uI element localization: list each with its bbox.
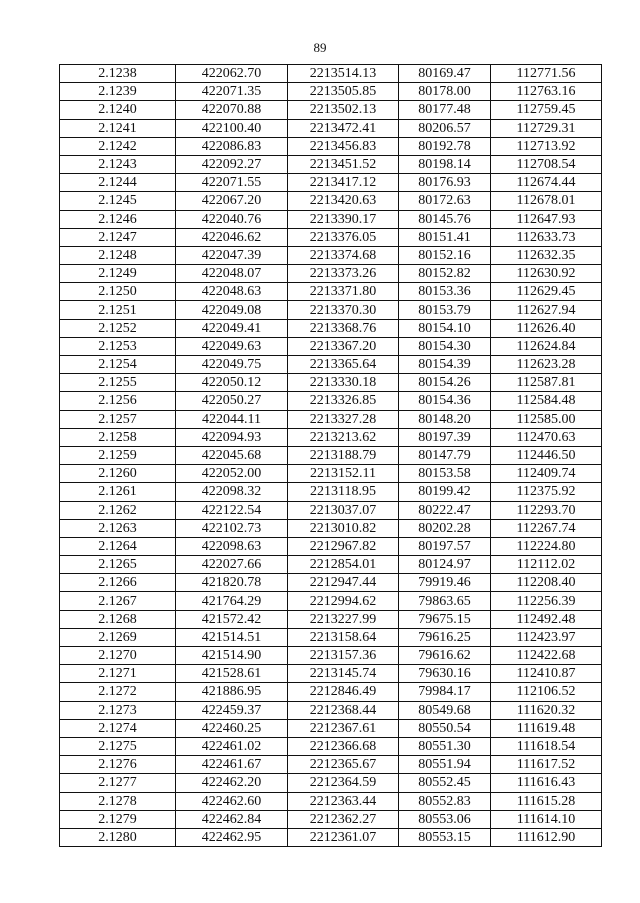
local-y-cell: 112759.45 xyxy=(491,101,602,119)
table-row xyxy=(60,556,602,574)
coord-y-cell: 2213374.68 xyxy=(288,246,399,264)
local-x-cell: 80169.47 xyxy=(399,65,491,83)
point-id-cell: 2.1276 xyxy=(60,756,176,774)
table-row xyxy=(60,501,602,519)
coord-y-cell: 2213420.63 xyxy=(288,192,399,210)
coord-x-cell: 422040.76 xyxy=(176,210,288,228)
local-y-cell: 111619.48 xyxy=(491,719,602,737)
coord-x-cell: 421514.51 xyxy=(176,628,288,646)
point-id-cell: 2.1280 xyxy=(60,828,176,846)
local-y-cell: 112293.70 xyxy=(491,501,602,519)
coord-y-cell: 2213145.74 xyxy=(288,665,399,683)
local-y-cell: 112627.94 xyxy=(491,301,602,319)
page-number: 89 xyxy=(313,40,327,55)
point-id-cell: 2.1263 xyxy=(60,519,176,537)
table-row xyxy=(60,337,602,355)
table-row xyxy=(60,155,602,173)
point-id-cell: 2.1254 xyxy=(60,356,176,374)
coord-x-cell: 422092.27 xyxy=(176,155,288,173)
table-row xyxy=(60,537,602,555)
local-x-cell: 80552.83 xyxy=(399,792,491,810)
local-x-cell: 80206.57 xyxy=(399,119,491,137)
local-y-cell: 112492.48 xyxy=(491,610,602,628)
table-row xyxy=(60,65,602,83)
local-x-cell: 80153.36 xyxy=(399,283,491,301)
local-y-cell: 111620.32 xyxy=(491,701,602,719)
coord-x-cell: 421572.42 xyxy=(176,610,288,628)
table-row xyxy=(60,210,602,228)
coord-y-cell: 2213502.13 xyxy=(288,101,399,119)
point-id-cell: 2.1240 xyxy=(60,101,176,119)
table-row xyxy=(60,828,602,846)
point-id-cell: 2.1259 xyxy=(60,446,176,464)
coord-y-cell: 2213010.82 xyxy=(288,519,399,537)
coord-y-cell: 2212846.49 xyxy=(288,683,399,701)
local-x-cell: 80551.94 xyxy=(399,756,491,774)
coord-y-cell: 2212366.68 xyxy=(288,737,399,755)
local-y-cell: 111618.54 xyxy=(491,737,602,755)
table-row xyxy=(60,574,602,592)
table-row xyxy=(60,428,602,446)
point-id-cell: 2.1267 xyxy=(60,592,176,610)
point-id-cell: 2.1273 xyxy=(60,701,176,719)
local-x-cell: 79919.46 xyxy=(399,574,491,592)
local-y-cell: 112626.40 xyxy=(491,319,602,337)
coord-y-cell: 2213365.64 xyxy=(288,356,399,374)
coord-y-cell: 2213376.05 xyxy=(288,228,399,246)
local-y-cell: 112267.74 xyxy=(491,519,602,537)
point-id-cell: 2.1271 xyxy=(60,665,176,683)
local-y-cell: 112224.80 xyxy=(491,537,602,555)
coord-y-cell: 2212854.01 xyxy=(288,556,399,574)
local-x-cell: 80154.10 xyxy=(399,319,491,337)
local-x-cell: 80153.58 xyxy=(399,465,491,483)
coord-x-cell: 422071.35 xyxy=(176,83,288,101)
table-row xyxy=(60,174,602,192)
coord-y-cell: 2213456.83 xyxy=(288,137,399,155)
table-row xyxy=(60,410,602,428)
local-y-cell: 112729.31 xyxy=(491,119,602,137)
coord-x-cell: 422086.83 xyxy=(176,137,288,155)
local-x-cell: 80550.54 xyxy=(399,719,491,737)
point-id-cell: 2.1261 xyxy=(60,483,176,501)
coord-y-cell: 2213451.52 xyxy=(288,155,399,173)
coord-y-cell: 2213158.64 xyxy=(288,628,399,646)
table-row xyxy=(60,356,602,374)
local-x-cell: 80178.00 xyxy=(399,83,491,101)
coord-y-cell: 2213367.20 xyxy=(288,337,399,355)
coord-y-cell: 2213188.79 xyxy=(288,446,399,464)
local-x-cell: 80124.97 xyxy=(399,556,491,574)
local-x-cell: 80192.78 xyxy=(399,137,491,155)
table-row xyxy=(60,137,602,155)
local-y-cell: 112208.40 xyxy=(491,574,602,592)
local-y-cell: 112630.92 xyxy=(491,265,602,283)
local-x-cell: 80153.79 xyxy=(399,301,491,319)
table-row xyxy=(60,483,602,501)
local-x-cell: 79984.17 xyxy=(399,683,491,701)
point-id-cell: 2.1257 xyxy=(60,410,176,428)
point-id-cell: 2.1253 xyxy=(60,337,176,355)
local-x-cell: 80152.16 xyxy=(399,246,491,264)
coord-y-cell: 2212365.67 xyxy=(288,756,399,774)
coord-x-cell: 422046.62 xyxy=(176,228,288,246)
coord-x-cell: 422027.66 xyxy=(176,556,288,574)
local-x-cell: 79616.62 xyxy=(399,647,491,665)
table-row xyxy=(60,465,602,483)
local-x-cell: 80197.39 xyxy=(399,428,491,446)
point-id-cell: 2.1268 xyxy=(60,610,176,628)
local-y-cell: 112410.87 xyxy=(491,665,602,683)
coord-x-cell: 422049.63 xyxy=(176,337,288,355)
point-id-cell: 2.1277 xyxy=(60,774,176,792)
local-y-cell: 112647.93 xyxy=(491,210,602,228)
local-x-cell: 79630.16 xyxy=(399,665,491,683)
local-y-cell: 112633.73 xyxy=(491,228,602,246)
coord-y-cell: 2212967.82 xyxy=(288,537,399,555)
point-id-cell: 2.1266 xyxy=(60,574,176,592)
local-x-cell: 80202.28 xyxy=(399,519,491,537)
local-x-cell: 80551.30 xyxy=(399,737,491,755)
point-id-cell: 2.1250 xyxy=(60,283,176,301)
local-x-cell: 80176.93 xyxy=(399,174,491,192)
table-row xyxy=(60,665,602,683)
local-x-cell: 80154.26 xyxy=(399,374,491,392)
local-y-cell: 112409.74 xyxy=(491,465,602,483)
local-y-cell: 112584.48 xyxy=(491,392,602,410)
coord-x-cell: 422047.39 xyxy=(176,246,288,264)
point-id-cell: 2.1274 xyxy=(60,719,176,737)
point-id-cell: 2.1243 xyxy=(60,155,176,173)
coord-y-cell: 2212362.27 xyxy=(288,810,399,828)
table-row xyxy=(60,592,602,610)
local-x-cell: 80199.42 xyxy=(399,483,491,501)
local-x-cell: 80553.06 xyxy=(399,810,491,828)
coord-x-cell: 421514.90 xyxy=(176,647,288,665)
coord-x-cell: 421820.78 xyxy=(176,574,288,592)
point-id-cell: 2.1258 xyxy=(60,428,176,446)
local-x-cell: 80154.39 xyxy=(399,356,491,374)
coord-x-cell: 422100.40 xyxy=(176,119,288,137)
coord-x-cell: 421528.61 xyxy=(176,665,288,683)
local-y-cell: 111614.10 xyxy=(491,810,602,828)
point-id-cell: 2.1238 xyxy=(60,65,176,83)
local-y-cell: 112623.28 xyxy=(491,356,602,374)
coord-x-cell: 422071.55 xyxy=(176,174,288,192)
local-x-cell: 80222.47 xyxy=(399,501,491,519)
local-x-cell: 80197.57 xyxy=(399,537,491,555)
table-row xyxy=(60,719,602,737)
coord-x-cell: 422462.60 xyxy=(176,792,288,810)
local-y-cell: 112470.63 xyxy=(491,428,602,446)
local-y-cell: 112674.44 xyxy=(491,174,602,192)
coord-y-cell: 2213326.85 xyxy=(288,392,399,410)
point-id-cell: 2.1270 xyxy=(60,647,176,665)
local-y-cell: 112422.68 xyxy=(491,647,602,665)
point-id-cell: 2.1260 xyxy=(60,465,176,483)
local-x-cell: 79616.25 xyxy=(399,628,491,646)
point-id-cell: 2.1269 xyxy=(60,628,176,646)
local-y-cell: 111616.43 xyxy=(491,774,602,792)
point-id-cell: 2.1265 xyxy=(60,556,176,574)
local-x-cell: 80177.48 xyxy=(399,101,491,119)
table-row xyxy=(60,392,602,410)
point-id-cell: 2.1256 xyxy=(60,392,176,410)
local-y-cell: 112256.39 xyxy=(491,592,602,610)
point-id-cell: 2.1279 xyxy=(60,810,176,828)
point-id-cell: 2.1246 xyxy=(60,210,176,228)
coord-y-cell: 2213037.07 xyxy=(288,501,399,519)
local-y-cell: 111617.52 xyxy=(491,756,602,774)
coord-y-cell: 2212367.61 xyxy=(288,719,399,737)
coord-y-cell: 2213157.36 xyxy=(288,647,399,665)
coord-x-cell: 421764.29 xyxy=(176,592,288,610)
point-id-cell: 2.1244 xyxy=(60,174,176,192)
local-y-cell: 112423.97 xyxy=(491,628,602,646)
coord-y-cell: 2212361.07 xyxy=(288,828,399,846)
coord-x-cell: 422062.70 xyxy=(176,65,288,83)
point-id-cell: 2.1278 xyxy=(60,792,176,810)
table-row xyxy=(60,374,602,392)
point-id-cell: 2.1272 xyxy=(60,683,176,701)
local-y-cell: 112708.54 xyxy=(491,155,602,173)
local-x-cell: 80552.45 xyxy=(399,774,491,792)
local-x-cell: 80172.63 xyxy=(399,192,491,210)
table-row xyxy=(60,283,602,301)
local-y-cell: 112763.16 xyxy=(491,83,602,101)
coord-x-cell: 422048.07 xyxy=(176,265,288,283)
coord-x-cell: 422461.67 xyxy=(176,756,288,774)
local-y-cell: 112375.92 xyxy=(491,483,602,501)
table-row xyxy=(60,83,602,101)
coord-y-cell: 2213227.99 xyxy=(288,610,399,628)
coord-x-cell: 422098.32 xyxy=(176,483,288,501)
coord-y-cell: 2213390.17 xyxy=(288,210,399,228)
point-id-cell: 2.1239 xyxy=(60,83,176,101)
coord-y-cell: 2213505.85 xyxy=(288,83,399,101)
table-row xyxy=(60,737,602,755)
table-row xyxy=(60,774,602,792)
coord-x-cell: 422049.08 xyxy=(176,301,288,319)
point-id-cell: 2.1255 xyxy=(60,374,176,392)
table-row xyxy=(60,265,602,283)
local-y-cell: 112585.00 xyxy=(491,410,602,428)
coord-y-cell: 2213118.95 xyxy=(288,483,399,501)
coord-x-cell: 422460.25 xyxy=(176,719,288,737)
table-row xyxy=(60,301,602,319)
local-x-cell: 80147.79 xyxy=(399,446,491,464)
local-y-cell: 112624.84 xyxy=(491,337,602,355)
coord-x-cell: 422122.54 xyxy=(176,501,288,519)
table-row xyxy=(60,246,602,264)
local-y-cell: 112106.52 xyxy=(491,683,602,701)
table-row xyxy=(60,683,602,701)
local-x-cell: 80198.14 xyxy=(399,155,491,173)
coord-x-cell: 422048.63 xyxy=(176,283,288,301)
point-id-cell: 2.1247 xyxy=(60,228,176,246)
coord-x-cell: 422462.95 xyxy=(176,828,288,846)
coord-x-cell: 422462.84 xyxy=(176,810,288,828)
table-row xyxy=(60,756,602,774)
point-id-cell: 2.1245 xyxy=(60,192,176,210)
local-x-cell: 79675.15 xyxy=(399,610,491,628)
local-y-cell: 112632.35 xyxy=(491,246,602,264)
point-id-cell: 2.1249 xyxy=(60,265,176,283)
coord-y-cell: 2213152.11 xyxy=(288,465,399,483)
table-row xyxy=(60,792,602,810)
coord-x-cell: 422049.41 xyxy=(176,319,288,337)
coord-y-cell: 2212363.44 xyxy=(288,792,399,810)
local-x-cell: 80154.30 xyxy=(399,337,491,355)
local-y-cell: 112587.81 xyxy=(491,374,602,392)
local-y-cell: 111612.90 xyxy=(491,828,602,846)
local-y-cell: 112771.56 xyxy=(491,65,602,83)
coord-x-cell: 422044.11 xyxy=(176,410,288,428)
coord-y-cell: 2213472.41 xyxy=(288,119,399,137)
point-id-cell: 2.1242 xyxy=(60,137,176,155)
coord-x-cell: 421886.95 xyxy=(176,683,288,701)
table-row xyxy=(60,119,602,137)
coord-x-cell: 422052.00 xyxy=(176,465,288,483)
coord-y-cell: 2213370.30 xyxy=(288,301,399,319)
coord-x-cell: 422049.75 xyxy=(176,356,288,374)
point-id-cell: 2.1252 xyxy=(60,319,176,337)
local-y-cell: 112446.50 xyxy=(491,446,602,464)
local-y-cell: 111615.28 xyxy=(491,792,602,810)
coordinate-table-body xyxy=(60,65,602,847)
local-y-cell: 112629.45 xyxy=(491,283,602,301)
coord-y-cell: 2213417.12 xyxy=(288,174,399,192)
local-x-cell: 80549.68 xyxy=(399,701,491,719)
coord-x-cell: 422462.20 xyxy=(176,774,288,792)
point-id-cell: 2.1251 xyxy=(60,301,176,319)
coord-x-cell: 422459.37 xyxy=(176,701,288,719)
point-id-cell: 2.1248 xyxy=(60,246,176,264)
table-row xyxy=(60,810,602,828)
coord-y-cell: 2213371.80 xyxy=(288,283,399,301)
point-id-cell: 2.1264 xyxy=(60,537,176,555)
coord-y-cell: 2213327.28 xyxy=(288,410,399,428)
local-x-cell: 80152.82 xyxy=(399,265,491,283)
coord-x-cell: 422050.27 xyxy=(176,392,288,410)
coord-x-cell: 422045.68 xyxy=(176,446,288,464)
table-row xyxy=(60,519,602,537)
local-y-cell: 112713.92 xyxy=(491,137,602,155)
coord-y-cell: 2213368.76 xyxy=(288,319,399,337)
local-x-cell: 80148.20 xyxy=(399,410,491,428)
table-row xyxy=(60,228,602,246)
coord-y-cell: 2213373.26 xyxy=(288,265,399,283)
local-y-cell: 112678.01 xyxy=(491,192,602,210)
table-row xyxy=(60,192,602,210)
table-row xyxy=(60,101,602,119)
local-y-cell: 112112.02 xyxy=(491,556,602,574)
coord-y-cell: 2213330.18 xyxy=(288,374,399,392)
local-x-cell: 80151.41 xyxy=(399,228,491,246)
local-x-cell: 79863.65 xyxy=(399,592,491,610)
table-row xyxy=(60,319,602,337)
table-row xyxy=(60,647,602,665)
coord-x-cell: 422094.93 xyxy=(176,428,288,446)
point-id-cell: 2.1262 xyxy=(60,501,176,519)
coord-y-cell: 2213514.13 xyxy=(288,65,399,83)
coord-x-cell: 422098.63 xyxy=(176,537,288,555)
coord-y-cell: 2213213.62 xyxy=(288,428,399,446)
coord-x-cell: 422461.02 xyxy=(176,737,288,755)
coord-y-cell: 2212368.44 xyxy=(288,701,399,719)
local-x-cell: 80553.15 xyxy=(399,828,491,846)
table-row xyxy=(60,446,602,464)
coord-x-cell: 422070.88 xyxy=(176,101,288,119)
coordinate-table xyxy=(59,64,602,847)
table-row xyxy=(60,701,602,719)
table-row xyxy=(60,628,602,646)
point-id-cell: 2.1241 xyxy=(60,119,176,137)
local-x-cell: 80145.76 xyxy=(399,210,491,228)
table-row xyxy=(60,610,602,628)
coord-x-cell: 422050.12 xyxy=(176,374,288,392)
point-id-cell: 2.1275 xyxy=(60,737,176,755)
coord-x-cell: 422067.20 xyxy=(176,192,288,210)
coord-x-cell: 422102.73 xyxy=(176,519,288,537)
coord-y-cell: 2212994.62 xyxy=(288,592,399,610)
local-x-cell: 80154.36 xyxy=(399,392,491,410)
coord-y-cell: 2212364.59 xyxy=(288,774,399,792)
coordinate-table-container xyxy=(59,64,602,847)
coord-y-cell: 2212947.44 xyxy=(288,574,399,592)
